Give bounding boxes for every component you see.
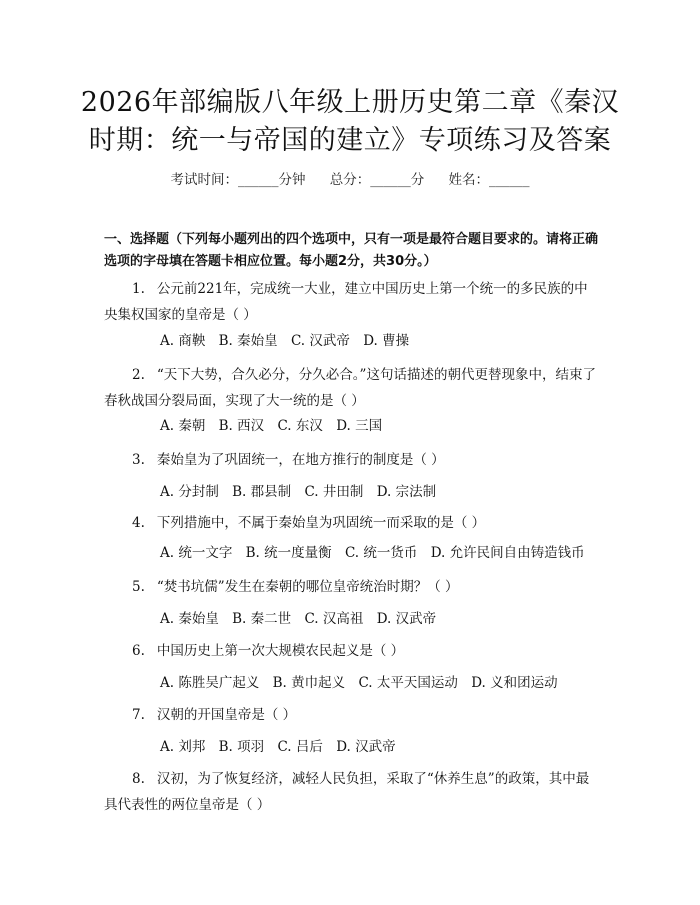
question-number: 4. xyxy=(132,515,145,531)
option-d: D. 宗法制 xyxy=(376,484,437,500)
question-number: 1. xyxy=(132,281,145,297)
option-a: A. 秦始皇 xyxy=(160,611,219,627)
question-8 xyxy=(104,766,600,818)
title-line-1: 2026年部编版八年级上册历史第二章《秦汉 xyxy=(80,87,620,118)
question-3 xyxy=(104,447,600,473)
option-c: C. 汉武帝 xyxy=(290,333,350,349)
question-text: “焚书坑儒”发生在秦朝的哪位皇帝统治时期？（ ） xyxy=(156,579,459,595)
exam-info xyxy=(0,168,700,188)
exam-score-field: 总分：______分 xyxy=(329,172,425,188)
question-number: 8. xyxy=(132,771,145,787)
option-b: B. 秦二世 xyxy=(232,611,292,627)
option-d: D. 三国 xyxy=(336,418,383,434)
question-number: 6. xyxy=(132,643,145,659)
option-a: A. 商鞅 xyxy=(160,333,206,349)
question-text: “天下大势，合久必分，分久必合。”这句话描述的朝代更替现象中，结束了春秋战国分裂局面，实现了大一统的是（ ） xyxy=(104,367,596,409)
question-number: 3. xyxy=(132,452,145,468)
option-c: C. 井田制 xyxy=(304,484,364,500)
question-6 xyxy=(104,638,600,664)
option-d: D. 汉武帝 xyxy=(336,739,396,755)
option-c: C. 汉高祖 xyxy=(304,611,364,627)
question-number: 5. xyxy=(132,579,145,595)
section-heading: 一、选择题（下列每小题列出的四个选项中，只有一项是最符合题目要求的。请将正确选项的字母填在答题卡相应位置。每小题2分，共30分。） xyxy=(104,232,599,269)
option-a: A. 陈胜吴广起义 xyxy=(160,675,260,691)
options-2 xyxy=(160,416,620,436)
option-b: B. 统一度量衡 xyxy=(245,545,332,561)
exam-time-field: 考试时间：______分钟 xyxy=(170,172,306,188)
question-text: 中国历史上第一次大规模农民起义是（ ） xyxy=(156,643,405,659)
options-1 xyxy=(160,331,620,351)
option-a: A. 刘邦 xyxy=(160,739,206,755)
question-text: 秦始皇为了巩固统一，在地方推行的制度是（ ） xyxy=(156,452,445,468)
question-1 xyxy=(104,276,600,328)
option-d: D. 曹操 xyxy=(363,333,410,349)
question-number: 2. xyxy=(132,367,145,383)
question-7 xyxy=(104,702,600,728)
question-text: 公元前221年，完成统一大业，建立中国历史上第一个统一的多民族的中央集权国家的皇帝是（ ） xyxy=(104,281,588,323)
option-b: B. 项羽 xyxy=(218,739,265,755)
option-c: C. 吕后 xyxy=(277,739,323,755)
option-c: C. 太平天国运动 xyxy=(358,675,458,691)
options-7 xyxy=(160,737,620,757)
option-a: A. 统一文字 xyxy=(160,545,233,561)
option-d: D. 汉武帝 xyxy=(376,611,437,627)
question-5 xyxy=(104,574,600,600)
option-b: B. 郡县制 xyxy=(232,484,292,500)
option-b: B. 西汉 xyxy=(218,418,265,434)
title-line-2: 时期：统一与帝国的建立》专项练习及答案 xyxy=(88,125,612,156)
options-4 xyxy=(160,543,620,563)
option-c: C. 统一货币 xyxy=(344,545,418,561)
question-4 xyxy=(104,510,600,536)
option-b: B. 黄巾起义 xyxy=(272,675,346,691)
option-d: D. 允许民间自由铸造钱币 xyxy=(430,545,585,561)
options-3 xyxy=(160,482,620,502)
question-text: 汉朝的开国皇帝是（ ） xyxy=(156,707,297,723)
question-text: 汉初，为了恢复经济，减轻人民负担，采取了“休养生息”的政策，其中最具代表性的两位皇帝是（ ） xyxy=(104,771,590,813)
options-6 xyxy=(160,673,620,693)
option-a: A. 分封制 xyxy=(160,484,219,500)
option-b: B. 秦始皇 xyxy=(218,333,278,349)
options-5 xyxy=(160,609,620,629)
option-c: C. 东汉 xyxy=(277,418,323,434)
question-2 xyxy=(104,362,600,414)
exam-name-field: 姓名：______ xyxy=(448,172,530,188)
question-number: 7. xyxy=(132,707,145,723)
question-text: 下列措施中，不属于秦始皇为巩固统一而采取的是（ ） xyxy=(156,515,486,531)
option-a: A. 秦朝 xyxy=(160,418,206,434)
document-title xyxy=(60,84,640,160)
option-d: D. 义和团运动 xyxy=(471,675,558,691)
